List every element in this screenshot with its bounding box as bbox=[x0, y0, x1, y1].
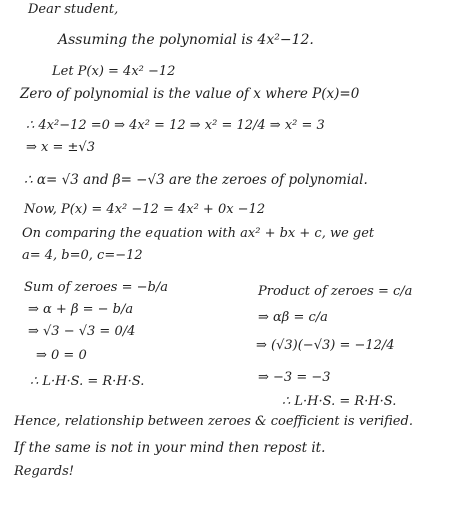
equation-step2: ⇒ x = ±√3 bbox=[26, 140, 95, 155]
greeting: Dear student, bbox=[28, 2, 119, 17]
let-line: Let P(x) = 4x² −12 bbox=[52, 64, 176, 79]
equation-step1: ∴ 4x²−12 =0 ⇒ 4x² = 12 ⇒ x² = 12/4 ⇒ x² = 3 bbox=[26, 118, 325, 133]
sum-line4: ∴ L·H·S. = R·H·S. bbox=[30, 374, 145, 389]
product-line3: ⇒ −3 = −3 bbox=[258, 370, 331, 385]
product-line1: ⇒ αβ = c/a bbox=[258, 310, 328, 325]
product-line2: ⇒ (√3)(−√3) = −12/4 bbox=[256, 338, 395, 353]
product-heading: Product of zeroes = c/a bbox=[258, 284, 413, 299]
sum-line3: ⇒ 0 = 0 bbox=[36, 348, 87, 363]
conclusion-line: Hence, relationship between zeroes & coefficient is verified. bbox=[14, 414, 413, 429]
sum-heading: Sum of zeroes = −b/a bbox=[24, 280, 168, 295]
repost-line: If the same is not in your mind then repost it. bbox=[14, 440, 326, 456]
coefficients-line: a= 4, b=0, c=−12 bbox=[22, 248, 143, 263]
roots-line: ∴ α= √3 and β= −√3 are the zeroes of polynomial. bbox=[24, 172, 368, 188]
signoff: Regards! bbox=[14, 464, 74, 479]
sum-line1: ⇒ α + β = − b/a bbox=[28, 302, 134, 317]
compare-line: On comparing the equation with ax² + bx + c, we get bbox=[22, 226, 375, 241]
sum-line2: ⇒ √3 − √3 = 0/4 bbox=[28, 324, 136, 339]
now-line: Now, P(x) = 4x² −12 = 4x² + 0x −12 bbox=[24, 202, 266, 217]
assumption-line: Assuming the polynomial is 4x²−12. bbox=[58, 32, 314, 48]
product-line4: ∴ L·H·S. = R·H·S. bbox=[282, 394, 397, 409]
zero-definition: Zero of polynomial is the value of x where P(x)=0 bbox=[20, 86, 360, 102]
